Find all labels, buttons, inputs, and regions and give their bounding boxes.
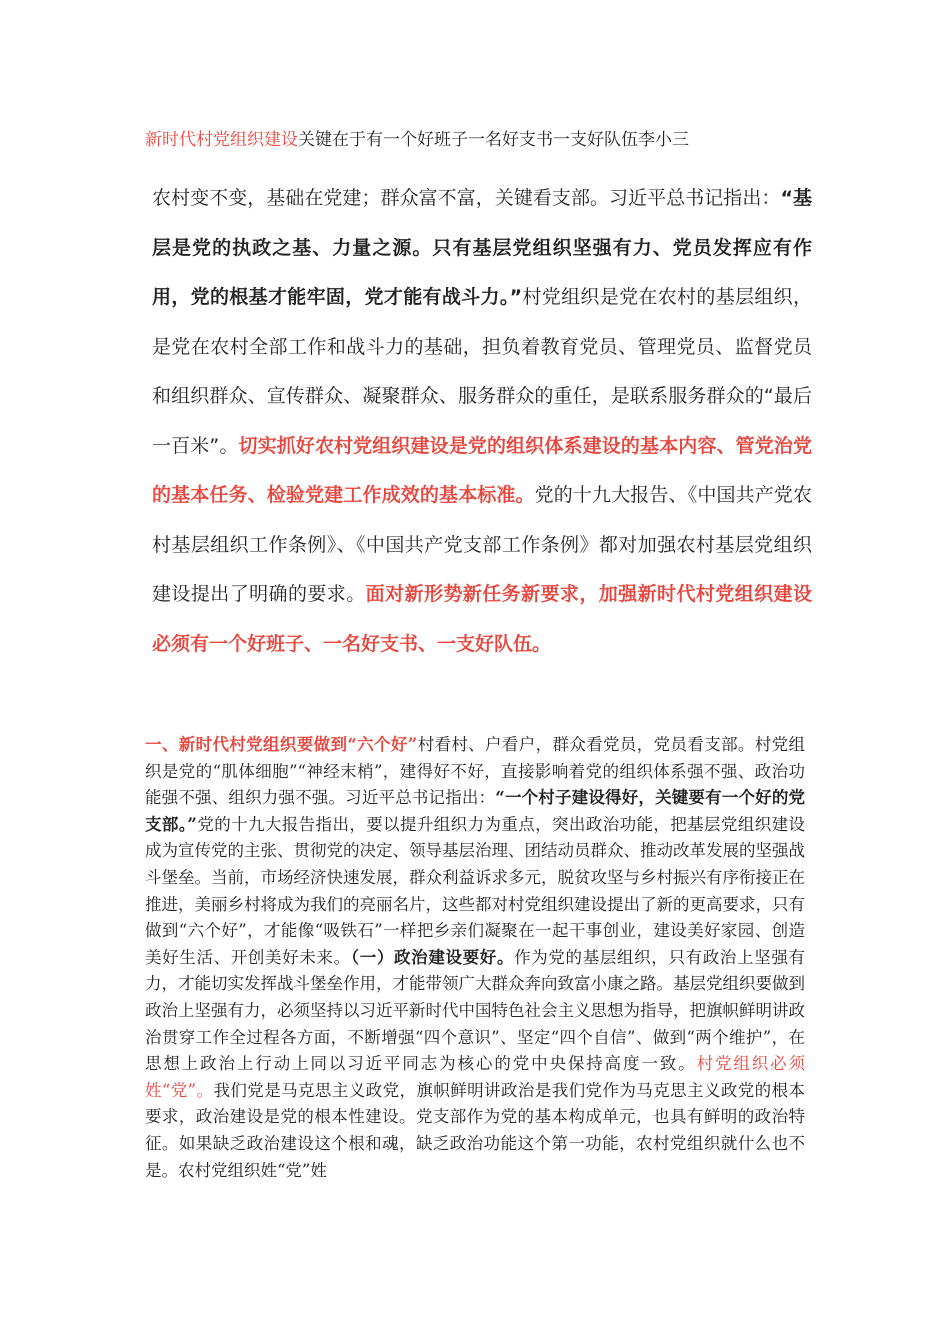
body-paragraph-4: 我们党是马克思主义政党，旗帜鲜明讲政治是我们党作为马克思主义政党的根本要求，政治建设是党的根本性建设。党支部作为党的基本构成单元，也具有鲜明的政治特征。如果缺乏政治建设这个根和魂，缺乏政治功能这个第一功能，农村党组织就什么也不是。农村党组织姓“党”姓 (145, 1080, 806, 1180)
body-paragraph-3: 作为党的基层组织，只有政治上坚强有力，才能切实发挥战斗堡垒作用，才能带领广大群众奔向致富小康之路。基层党组织要做到政治上坚强有力，必须坚持以习近平新时代中国特色社会主义思想为指导，把旗帜鲜明讲政治贯穿工作全过程各方面，不断增强“四个意识”、坚定“四个自信”、做到“两个维护”，在思想上政治上行动上同以习近平同志为核心的党中央保持高度一致。 (145, 947, 806, 1074)
intro-highlight-2: 面对新形势新任务新要求，加强新时代村党组织建设必须有一个好班子、一名好支书、一支好队伍。 (152, 583, 812, 655)
intro-quote: “基层是党的执政之基、力量之源。只有基层党组织坚强有力、党员发挥应有作用，党的根基才能牢固，党才能有战斗力。” (152, 187, 812, 308)
intro-highlight-1: 切实抓好农村党组织建设是党的组织体系建设的基本内容、管党治党的基本任务、检验党建工作成效的基本标准。 (152, 434, 812, 506)
title-highlight: 新时代村党组织建设 (145, 130, 298, 150)
subheading-party: 村党组织必须姓“党”。 (145, 1054, 806, 1100)
intro-sentence-1: 农村变不变，基础在党建；群众富不富，关键看支部。习近平总书记指出： (152, 187, 781, 209)
subheading-political: （一）政治建设要好。 (350, 947, 515, 967)
body-paragraph-2: 党的十九大报告指出，要以提升组织力为重点，突出政治功能，把基层党组织建设成为宣传党的主张、贯彻党的决定、领导基层治理、团结动员群众、推动改革发展的坚强战斗堡垒。当前，市场经济快速发展，群众利益诉求多元，脱贫攻坚与乡村振兴有序衔接正在推进，美丽乡村将成为我们的亮丽名片，这些都对村党组织建设提出了新的更高要求，只有做到“六个好”，才能像“吸铁石”一样把乡亲们凝聚在一起干事创业，建设美好家园、创造美好生活、开创美好未来。 (145, 814, 805, 967)
section-heading-1: 一、新时代村党组织要做到“六个好” (145, 735, 418, 754)
body-section (145, 732, 805, 1184)
document-title (145, 128, 845, 152)
body-quote-1: “一个村子建设得好，关键要有一个好的党支部。” (145, 788, 806, 834)
intro-sentence-5: 党的十九大报告、《中国共产党农村基层组织工作条例》、《中国共产党支部工作条例》都对加强农村基层党组织建设提出了明确的要求。 (152, 484, 812, 605)
body-paragraph-1: 村看村、户看户，群众看党员，党员看支部。村党组织是党的“肌体细胞”“神经末梢”，建得好不好，直接影响着党的组织体系强不强、政治功能强不强、组织力强不强。习近平总书记指出： (145, 735, 805, 808)
intro-paragraph (152, 174, 812, 669)
intro-sentence-3: 村党组织是党在农村的基层组织，是党在农村全部工作和战斗力的基础，担负着教育党员、管理党员、监督党员和组织群众、宣传群众、凝聚群众、服务群众的重任，是联系服务群众的“最后一百米”。 (152, 286, 812, 457)
title-rest: 关键在于有一个好班子一名好支书一支好队伍李小三 (298, 130, 689, 150)
